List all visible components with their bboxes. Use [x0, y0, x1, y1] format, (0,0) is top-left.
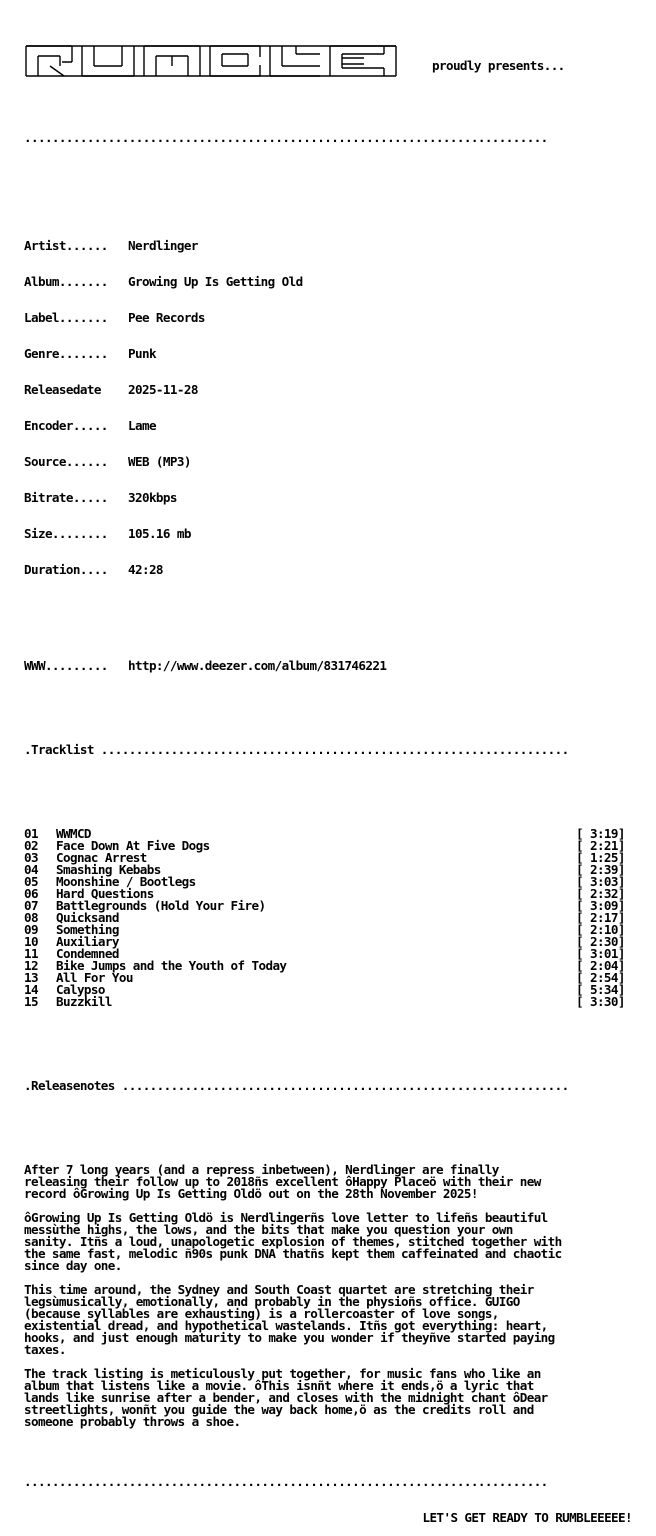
track-duration: [ 3:30]	[576, 994, 625, 1009]
info-row-www: WWW......... http://www.deezer.com/album/831746221	[24, 658, 387, 673]
track-duration: [ 2:04]	[576, 958, 625, 973]
www-link[interactable]: http://www.deezer.com/album/831746221	[128, 658, 387, 673]
track-duration: [ 2:17]	[576, 910, 625, 925]
track-number: 08	[24, 910, 38, 925]
track-title: Bike Jumps and the Youth of Today	[56, 958, 287, 973]
info-row-source: Source...... WEB (MP3)	[24, 454, 191, 469]
track-number: 06	[24, 886, 38, 901]
info-row-album: Album....... Growing Up Is Getting Old	[24, 274, 303, 289]
track-row	[24, 972, 644, 984]
release-info	[24, 216, 644, 600]
track-title: Battlegrounds (Hold Your Fire)	[56, 898, 266, 913]
track-duration: [ 1:25]	[576, 850, 625, 865]
track-number: 02	[24, 838, 38, 853]
track-number: 15	[24, 994, 38, 1009]
track-duration: [ 2:21]	[576, 838, 625, 853]
track-duration: [ 2:30]	[576, 934, 625, 949]
track-number: 04	[24, 862, 38, 877]
track-title: Moonshine / Bootlegs	[56, 874, 196, 889]
track-duration: [ 2:54]	[576, 970, 625, 985]
releasenotes-paragraph: The track listing is meticulously put together, for music fans who like an album that listens like a movie. ôThis isnñt where it ends,ö a lyric that lands like sunrise after a bender, and closes with the midnight chant ôDear streetlights, wonñt you guide the way back home,ö as the credits roll and someone probably throws a shoe.	[24, 1366, 548, 1429]
track-title: Quicksand	[56, 910, 119, 925]
track-title: Calypso	[56, 982, 105, 997]
info-row-artist: Artist...... Nerdlinger	[24, 238, 198, 253]
track-duration: [ 5:34]	[576, 982, 625, 997]
track-duration: [ 3:19]	[576, 826, 625, 841]
track-number: 10	[24, 934, 38, 949]
releasenotes-heading: .Releasenotes ................................................................	[24, 1078, 569, 1093]
track-duration: [ 2:10]	[576, 922, 625, 937]
info-row-size: Size........ 105.16 mb	[24, 526, 191, 541]
track-title: Something	[56, 922, 119, 937]
track-number: 14	[24, 982, 38, 997]
releasenotes-body	[24, 1164, 644, 1440]
track-row	[24, 996, 644, 1008]
rumble-ascii-logo-icon	[24, 40, 404, 80]
track-title: Hard Questions	[56, 886, 154, 901]
track-duration: [ 3:01]	[576, 946, 625, 961]
track-number: 09	[24, 922, 38, 937]
track-number: 01	[24, 826, 38, 841]
releasenotes-paragraph: ôGrowing Up Is Getting Oldö is Nerdlingerñs love letter to lifeñs beautiful messùthe highs, the lows, and the bits that make you question your own sanity. Itñs a loud, unapologetic explosion of themes, stitched together with the same fast, melodic ñ90s punk DNA thatñs kept them caffeinated and chaotic since day one.	[24, 1210, 562, 1273]
track-row	[24, 984, 644, 996]
track-title: WWMCD	[56, 826, 91, 841]
track-duration: [ 2:32]	[576, 886, 625, 901]
divider-bottom: ...........................................................................	[24, 1474, 548, 1489]
divider-top: ...........................................................................	[24, 130, 548, 145]
track-title: Condemned	[56, 946, 119, 961]
info-row-bitrate: Bitrate..... 320kbps	[24, 490, 177, 505]
releasenotes-paragraph: After 7 long years (and a repress inbetween), Nerdlinger are finally releasing their follow up to 2018ñs excellent ôHappy Placeö with their new record ôGrowing Up Is Getting Oldö out on the 28th November 2025!	[24, 1162, 541, 1201]
footer-slogan: LET'S GET READY TO RUMBLEEEEE!	[422, 1510, 632, 1525]
track-duration: [ 3:03]	[576, 874, 625, 889]
track-number: 13	[24, 970, 38, 985]
track-number: 03	[24, 850, 38, 865]
info-row-encoder: Encoder..... Lame	[24, 418, 156, 433]
track-number: 05	[24, 874, 38, 889]
track-title: Face Down At Five Dogs	[56, 838, 210, 853]
rumble-logo	[24, 36, 644, 96]
track-number: 07	[24, 898, 38, 913]
info-row-genre: Genre....... Punk	[24, 346, 156, 361]
releasenotes-paragraph: This time around, the Sydney and South Coast quartet are stretching their legsùmusically, emotionally, and probably in the physioñs office. GUIGO (because syllables are exhausting) is a rollercoaster of love songs, existential dread, and hypothetical wastelands. Itñs got everything: heart, hooks, and just enough maturity to make you wonder if theyñve started paying taxes.	[24, 1282, 555, 1357]
track-title: All For You	[56, 970, 133, 985]
info-row-label: Label....... Pee Records	[24, 310, 205, 325]
tracklist-heading: .Tracklist ...................................................................	[24, 742, 569, 757]
track-number: 12	[24, 958, 38, 973]
info-row-releasedate: Releasedate 2025-11-28	[24, 382, 198, 397]
track-number: 11	[24, 946, 38, 961]
track-duration: [ 3:09]	[576, 898, 625, 913]
nfo-document	[24, 12, 644, 1536]
tracklist	[24, 828, 644, 1008]
presents-text: proudly presents...	[432, 58, 565, 73]
track-title: Buzzkill	[56, 994, 112, 1009]
track-title: Cognac Arrest	[56, 850, 147, 865]
track-title: Auxiliary	[56, 934, 119, 949]
track-duration: [ 2:39]	[576, 862, 625, 877]
track-title: Smashing Kebabs	[56, 862, 161, 877]
info-row-duration: Duration.... 42:28	[24, 562, 163, 577]
